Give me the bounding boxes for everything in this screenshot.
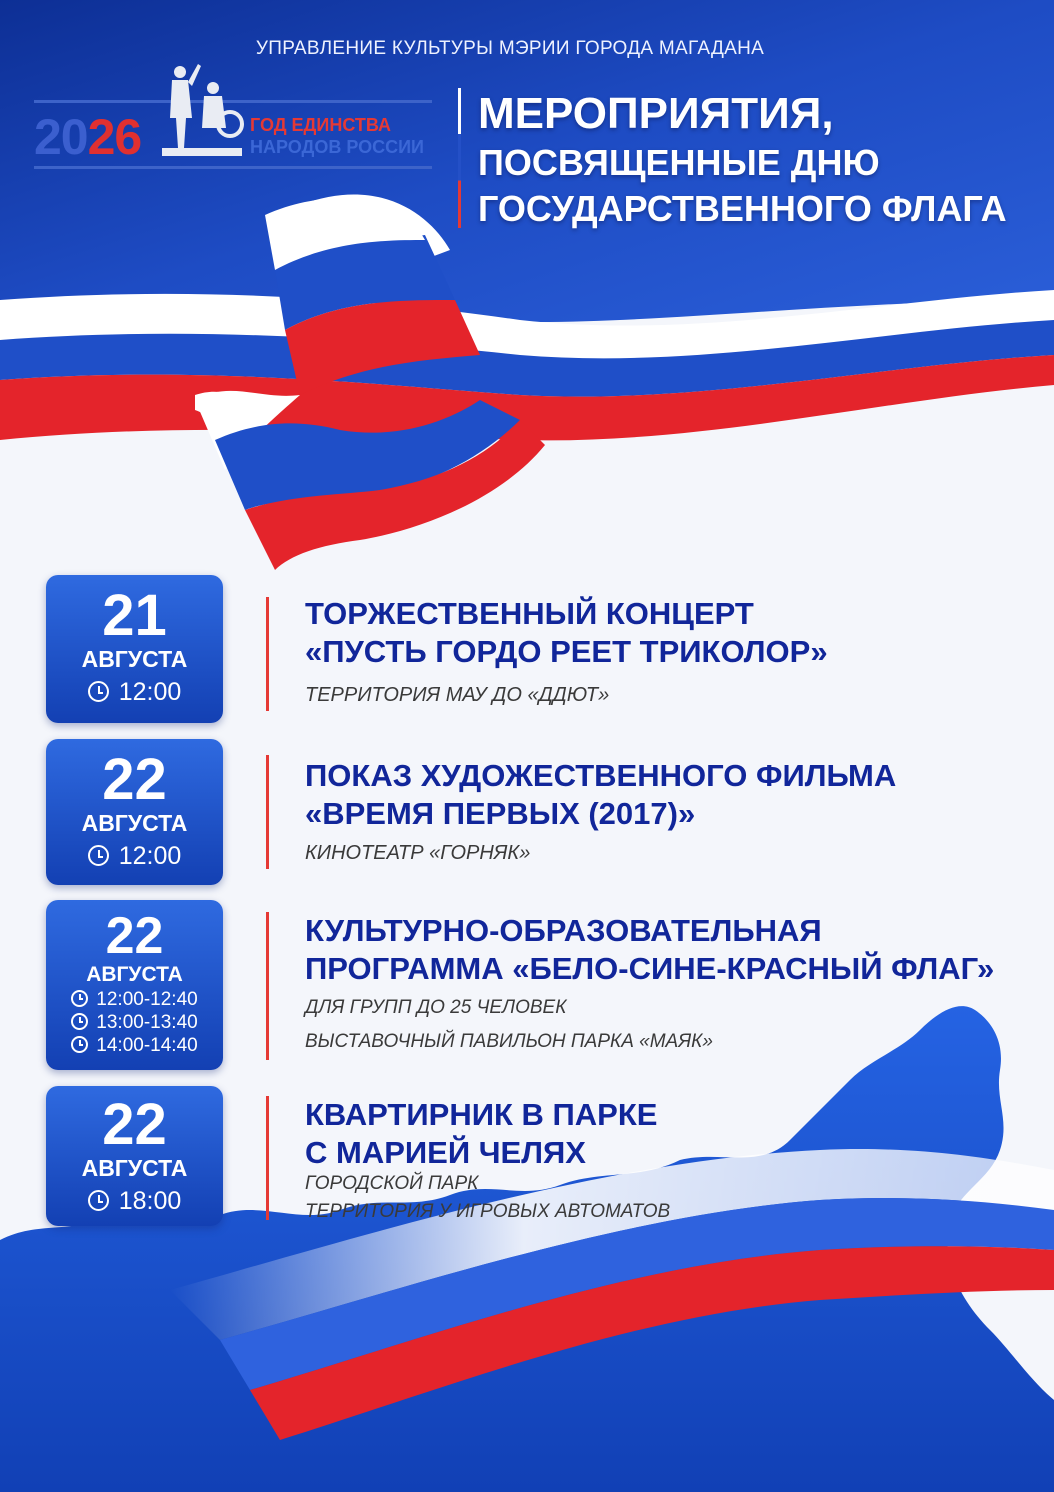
event-divider bbox=[266, 597, 269, 711]
date-badge bbox=[46, 900, 223, 1070]
event-location: КИНОТЕАТР «ГОРНЯК» bbox=[305, 842, 531, 864]
event-title-line1: ПОКАЗ ХУДОЖЕСТВЕННОГО ФИЛЬМА bbox=[305, 758, 897, 793]
event-month: АВГУСТА bbox=[81, 1155, 188, 1181]
title-line1: МЕРОПРИЯТИЯ, bbox=[478, 89, 834, 138]
event-time-value: 12:00 bbox=[118, 842, 182, 870]
event-time bbox=[46, 1011, 223, 1034]
event-time bbox=[46, 1034, 223, 1057]
event-day: 22 bbox=[102, 1092, 167, 1157]
event-title-line2: «ПУСТЬ ГОРДО РЕЕТ ТРИКОЛОР» bbox=[305, 634, 828, 669]
year-bottom-line bbox=[34, 166, 432, 169]
event-month: АВГУСТА bbox=[86, 963, 183, 986]
event-title-line2: «ВРЕМЯ ПЕРВЫХ (2017)» bbox=[305, 796, 696, 831]
organization-name: УПРАВЛЕНИЕ КУЛЬТУРЫ МЭРИИ ГОРОДА МАГАДАНА bbox=[255, 38, 765, 59]
clock-icon bbox=[88, 845, 109, 866]
year-suffix: 26 bbox=[87, 109, 142, 165]
clock-icon bbox=[71, 1036, 88, 1053]
year-prefix: 20 bbox=[34, 109, 88, 165]
event-time-value: 12:00 bbox=[118, 678, 182, 706]
clock-icon bbox=[88, 1190, 109, 1211]
event-time-value: 14:00-14:40 bbox=[96, 1035, 198, 1056]
year-theme bbox=[250, 114, 424, 158]
event-divider bbox=[266, 912, 269, 1060]
event-note: ДЛЯ ГРУПП ДО 25 ЧЕЛОВЕК bbox=[305, 997, 567, 1018]
year-theme-line1: ГОД ЕДИНСТВА bbox=[250, 115, 391, 135]
event-month: АВГУСТА bbox=[81, 646, 188, 672]
event-title-line2: ПРОГРАММА «БЕЛО-СИНЕ-КРАСНЫЙ ФЛАГ» bbox=[305, 951, 995, 986]
title-divider bbox=[458, 88, 461, 228]
clock-icon bbox=[71, 990, 88, 1007]
event-divider bbox=[266, 1096, 269, 1220]
event-location: ГОРОДСКОЙ ПАРК bbox=[305, 1173, 479, 1194]
date-badge bbox=[46, 1086, 223, 1226]
date-badge bbox=[46, 575, 223, 723]
event-time bbox=[46, 839, 223, 873]
event-title-line1: ТОРЖЕСТВЕННЫЙ КОНЦЕРТ bbox=[305, 596, 754, 631]
year-theme-line2: НАРОДОВ РОССИИ bbox=[250, 137, 424, 157]
year-logo bbox=[34, 108, 141, 166]
event-title bbox=[305, 757, 896, 833]
title-line3: ГОСУДАРСТВЕННОГО ФЛАГА bbox=[478, 188, 1007, 229]
event-divider bbox=[266, 755, 269, 869]
event-day: 21 bbox=[102, 583, 167, 648]
event-title-line2: С МАРИЕЙ ЧЕЛЯХ bbox=[305, 1135, 586, 1170]
event-title bbox=[305, 1096, 657, 1172]
event-time-value: 13:00-13:40 bbox=[96, 1012, 198, 1033]
event-title-line1: КУЛЬТУРНО-ОБРАЗОВАТЕЛЬНАЯ bbox=[305, 913, 822, 948]
event-title bbox=[305, 912, 994, 988]
event-location-detail: ТЕРРИТОРИЯ У ИГРОВЫХ АВТОМАТОВ bbox=[305, 1201, 671, 1222]
event-time bbox=[46, 988, 223, 1011]
event-location: ВЫСТАВОЧНЫЙ ПАВИЛЬОН ПАРКА «МАЯК» bbox=[305, 1031, 713, 1052]
event-location: ТЕРРИТОРИЯ МАУ ДО «ДДЮТ» bbox=[305, 684, 610, 706]
event-day: 22 bbox=[102, 747, 167, 812]
event-title bbox=[305, 595, 828, 671]
monument-icon bbox=[158, 58, 248, 158]
event-month: АВГУСТА bbox=[81, 810, 188, 836]
clock-icon bbox=[71, 1013, 88, 1030]
event-time bbox=[46, 1184, 223, 1218]
event-time-value: 18:00 bbox=[118, 1187, 182, 1215]
event-title-line1: КВАРТИРНИК В ПАРКЕ bbox=[305, 1097, 658, 1132]
clock-icon bbox=[88, 681, 109, 702]
page-title bbox=[478, 88, 1007, 232]
event-time-value: 12:00-12:40 bbox=[96, 989, 198, 1010]
title-line2: ПОСВЯЩЕННЫЕ ДНЮ bbox=[478, 142, 880, 183]
event-time bbox=[46, 675, 223, 709]
event-day: 22 bbox=[105, 907, 164, 965]
date-badge bbox=[46, 739, 223, 885]
